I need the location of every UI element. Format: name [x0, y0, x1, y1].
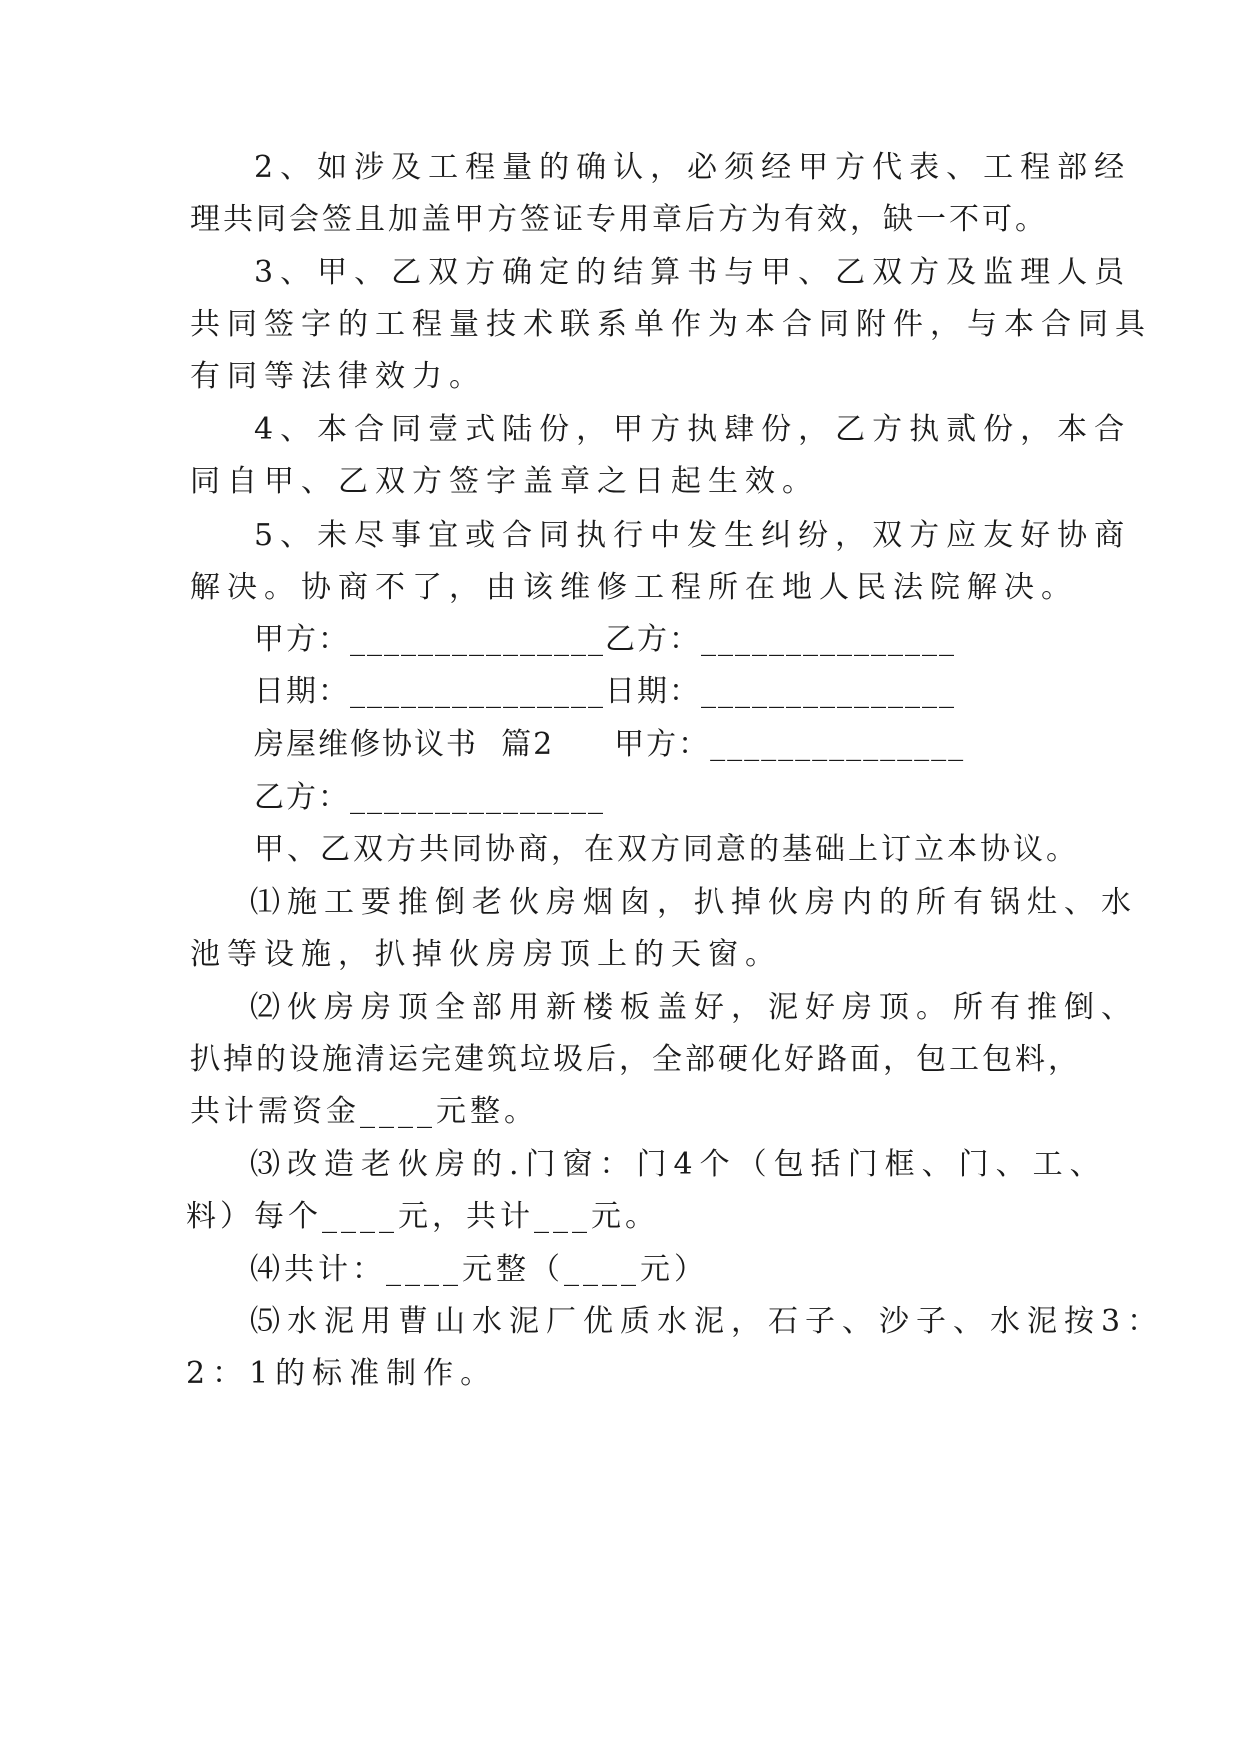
item-1-line-2: 池等设施，扒掉伙房房顶上的天窗。: [190, 937, 782, 972]
party-b-blank[interactable]: _______________: [701, 622, 956, 657]
item-2-line-3: 共计需资金____元整。: [190, 1094, 538, 1129]
item-5-line-1: ⑸水泥用曹山水泥厂优质水泥，石子、沙子、水泥按3：: [250, 1304, 1165, 1339]
section-2-party-b-label: 乙方：: [254, 780, 350, 815]
section-2-title: 房屋维修协议书 篇2: [254, 727, 555, 762]
section-2-intro: 甲、乙双方共同协商，在双方同意的基础上订立本协议。: [254, 832, 1079, 867]
section-2-party-b-row: [254, 778, 605, 818]
item-1-line-1: ⑴施工要推倒老伙房烟囱，扒掉伙房内的所有锅灶、水: [250, 885, 1138, 920]
signature-party-row: [254, 620, 956, 660]
paragraph-3-line-1: 3、甲、乙双方确定的结算书与甲、乙双方及监理人员: [254, 255, 1132, 290]
signature-date-row: [254, 672, 956, 712]
item-2-line-2: 扒掉的设施清运完建筑垃圾后，全部硬化好路面，包工包料，: [190, 1042, 1081, 1077]
date-b-blank[interactable]: _______________: [701, 674, 956, 709]
date-a-label: 日期：: [254, 674, 350, 709]
item-3-line-1: ⑶改造老伙房的.门窗：门4个（包括门框、门、工、: [250, 1147, 1107, 1182]
paragraph-2-line-1: 2、如涉及工程量的确认，必须经甲方代表、工程部经: [254, 150, 1132, 185]
party-a-label: 甲方：: [254, 622, 350, 657]
paragraph-3-line-3: 有同等法律效力。: [190, 359, 486, 394]
date-b-label: 日期：: [605, 674, 701, 709]
party-b-label: 乙方：: [605, 622, 701, 657]
item-3-line-2: 料）每个____元，共计___元。: [186, 1199, 659, 1234]
item-4-line-1: ⑷共计：____元整（____元）: [250, 1252, 708, 1287]
paragraph-4-line-1: 4、本合同壹式陆份，甲方执肆份，乙方执贰份，本合: [254, 412, 1132, 447]
item-2-line-1: ⑵伙房房顶全部用新楼板盖好，泥好房顶。所有推倒、: [250, 990, 1138, 1025]
item-5-line-2: 2：1的标准制作。: [186, 1356, 498, 1391]
paragraph-4-line-2: 同自甲、乙双方签字盖章之日起生效。: [190, 464, 819, 499]
paragraph-5-line-2: 解决。协商不了，由该维修工程所在地人民法院解决。: [190, 570, 1078, 605]
section-2-header-row: [254, 725, 965, 765]
paragraph-2-line-2: 理共同会签且加盖甲方签证专用章后方为有效，缺一不可。: [190, 202, 1048, 237]
section-2-party-b-blank[interactable]: _______________: [350, 780, 605, 815]
party-a-blank[interactable]: _______________: [350, 622, 605, 657]
section-2-party-a-label: 甲方：: [614, 727, 711, 762]
paragraph-5-line-1: 5、未尽事宜或合同执行中发生纠纷，双方应友好协商: [254, 518, 1132, 553]
date-a-blank[interactable]: _______________: [350, 674, 605, 709]
paragraph-3-line-2: 共同签字的工程量技术联系单作为本合同附件，与本合同具: [190, 307, 1152, 342]
section-2-party-a-blank[interactable]: _______________: [710, 727, 966, 762]
